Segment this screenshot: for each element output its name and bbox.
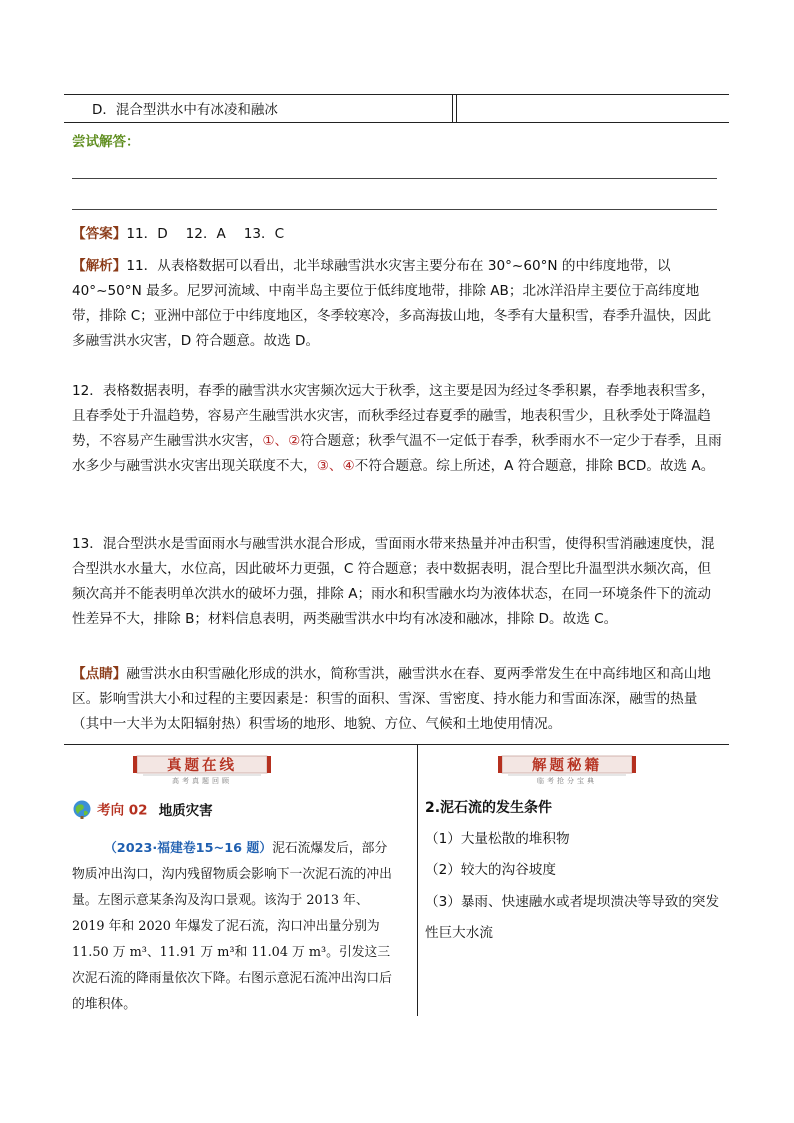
top-table-bottom [64, 122, 729, 123]
analysis-label: 【解析】 [72, 258, 127, 274]
answer-line-1 [72, 178, 717, 179]
question-block [72, 836, 400, 1018]
right-banner-title: 解题秘籍 [532, 758, 602, 774]
analysis-p2 [72, 379, 724, 479]
tips-heading: 2.泥石流的发生条件 [425, 800, 553, 816]
globe-icon [72, 799, 92, 819]
analysis-p2e: 不符合题意。综上所述，A 符合题意，排除 BCD。故选 A。 [354, 458, 715, 474]
answer-row [72, 222, 284, 247]
analysis-p2c: 符合题意；秋季气温不一定低于春季，秋季雨水不一定少于春季，且雨水多少与融雪洪水灾害出现关联度不大， [72, 433, 722, 474]
question-text: 泥石流爆发后，部分物质冲出沟口，沟内残留物质会影响下一次泥石流的冲出量。左图示意某条沟及沟口景观。该沟于 2013 年、2019 年和 2020 年爆发了泥石流，沟口冲出量分别为 11.50 万 m³、11.91 万 m³和 11.04 万 m³。引发这三次泥石流的降雨量依次下降。右图示意泥石流冲出沟口后的堆积体。 [72, 841, 392, 1012]
analysis-p2-marker-1: ①、② [262, 433, 301, 449]
bottom-box-divider [417, 744, 418, 1016]
answer-text: 11．D 12．A 13．C [126, 226, 285, 242]
top-table-border [64, 94, 729, 95]
analysis-p3 [72, 532, 724, 632]
tips-item-1: （1）大量松散的堆积物 [425, 831, 570, 847]
analysis-p3-text: 13．混合型洪水是雪面雨水与融雪洪水混合形成，雪面雨水带来热量并冲击积雪，使得积雪消融速度快，混合型洪水水量大，水位高，因此破坏力更强，C 符合题意；表中数据表明，混合型比升温型洪水频次高，但频次高并不能表明单次洪水的破坏力强，排除 A；雨水和积雪融水均为液体状态，在同一环境条件下的流动性差异不大，排除 B；材料信息表明，两类融雪洪水中均有冰凌和融冰，排除 D。故选 C。 [72, 536, 715, 627]
top-table-divider-2 [456, 94, 457, 123]
left-banner [133, 752, 271, 786]
analysis-p2a: 12．表格数据表明，春季的融雪洪水灾害频次远大于秋季，这主要是因为经过冬季积累，春季地表积雪多，且春季处于升温趋势，容易产生融雪洪水灾害，而秋季经过春夏季的融雪，地表积雪少，且秋季处于降温趋势，不容易产生融雪洪水灾害， [72, 383, 715, 449]
left-banner-title: 真题在线 [167, 758, 237, 774]
kaoxiang-label: 考向 02 [97, 802, 148, 819]
right-banner-subtitle: 临考抢分宝典 [537, 777, 597, 785]
try-answer-label: 尝试解答： [72, 134, 140, 150]
tips-item-2: （2）较大的沟谷坡度 [425, 862, 556, 878]
top-table-divider [452, 94, 453, 123]
dianjing [72, 662, 724, 737]
bottom-box-top [64, 744, 729, 745]
kaoxiang-heading [72, 798, 213, 820]
left-banner-subtitle: 高考真题回顾 [172, 777, 232, 785]
dianjing-text: 融雪洪水由积雪融化形成的洪水，简称雪洪，融雪洪水在春、夏两季常发生在中高纬地区和高山地区。影响雪洪大小和过程的主要因素是：积雪的面积、雪深、雪密度、持水能力和雪面冻深，融雪的热量（其中一大半为太阳辐射热）积雪场的地形、地貌、方位、气候和土地使用情况。 [72, 666, 711, 732]
answer-line-2 [72, 209, 717, 210]
tips-item-3: （3）暴雨、快速融水或者堤坝溃决等导致的突发性巨大水流 [425, 894, 720, 941]
right-banner [498, 752, 636, 786]
analysis-p2-marker-2: ③、④ [316, 458, 355, 474]
analysis-p1-text: 11．从表格数据可以看出，北半球融雪洪水灾害主要分布在 30°~60°N 的中纬度地带，以 40°~50°N 最多。尼罗河流域、中南半岛主要位于低纬度地带，排除 AB；北冰洋沿岸主要位于高纬度地带，排除 C；亚洲中部位于中纬度地区，冬季较寒冷，多高海拔山地，冬季有大量积雪，春季升温快，因此多融雪洪水灾害，D 符合题意。故选 D。 [72, 258, 712, 349]
dianjing-label: 【点睛】 [72, 666, 127, 682]
question-source: （2023·福建卷15~16 题） [104, 841, 273, 856]
option-d: D．混合型洪水中有冰凌和融冰 [92, 102, 278, 118]
kaoxiang-title: 地质灾害 [158, 802, 213, 819]
answer-label: 【答案】 [72, 226, 127, 242]
analysis-p1 [72, 254, 724, 354]
